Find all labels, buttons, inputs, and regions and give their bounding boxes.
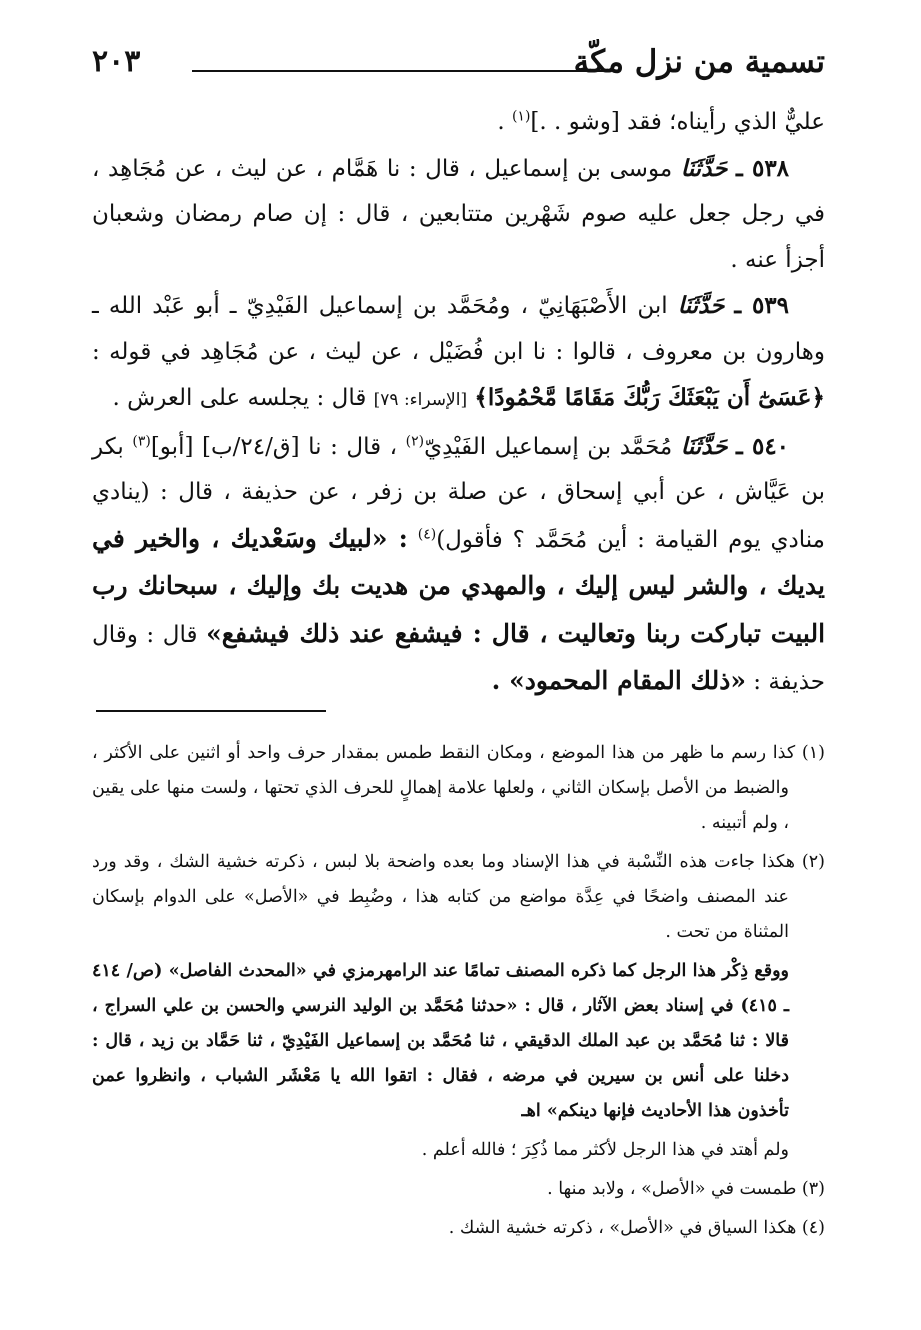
hadith-540-text-a: مُحَمَّد بن إسماعيل الفَيْدِيّ <box>424 433 673 460</box>
hadith-540-text-c: بكر بن عَيَّاش ، عن أبي إسحاق ، عن صلة بن زفر ، عن حذيفة ، قال : (ينادي منادي يوم القيامة : أين مُحَمَّد ؟ فأقول) <box>92 433 825 553</box>
footnote-3: (٣) طمست في «الأصل» ، ولابد منها . <box>547 1179 825 1199</box>
page-number: ٢٠٣ <box>92 44 141 79</box>
quran-verse: ﴿عَسَىٰٓ أَن يَبْعَثَكَ رَبُّكَ مَقَامًا مَّحْمُودًا﴾ <box>474 384 825 411</box>
footnote-2-paragraph-2: ووقع ذِكْر هذا الرجل كما ذكره المصنف تمامًا عند الرامهرمزي في «المحدث الفاصل» (ص/ ٤١٤ ـ ٤١٥) في إسناد بعض الآثار ، قال : «حدثنا مُحَمَّد بن الوليد النرسي والحسن بن علي السراج ، قالا : ثنا مُحَمَّد بن عبد الملك الدقيقي ، ثنا مُحَمَّد بن إسماعيل الفَيْدِيّ ، ثنا حَمَّاد بن زيد ، قال : دخلنا على أنس بن سيرين في مرضه ، فقال : اتقوا الله يا مَعْشَر الشباب ، وانظروا عمن تأخذون هذا الأحاديث فإنها دينكم» اهـ <box>92 961 789 1121</box>
footnote-1: (١) كذا رسم ما ظهر من هذا الموضع ، ومكان النقط طمس بمقدار حرف واحد أو اثنين على الأكثر ، والضبط من الأصل بإسكان الثاني ، ولعلها علامة إهمالٍ للحرف الذي تحتها ، ولست منها على يقين ، ولم أتبينه . <box>92 743 825 833</box>
running-title: تسمية من نزل مكّة <box>573 44 825 80</box>
footnote-2-paragraph-3: ولم أهتد في هذا الرجل لأكثر مما ذُكِرَ ؛ فالله أعلم . <box>421 1140 789 1160</box>
continuation-text: عليٌّ الذي رأيناه؛ فقد [وشو . .] <box>530 109 825 135</box>
footnotes <box>92 736 825 1250</box>
footnote-4: (٤) هكذا السياق في «الأصل» ، ذكرته خشية الشك . <box>448 1218 825 1238</box>
hadith-539-haddathana: حَدَّثَنَا <box>677 292 725 319</box>
header-rule <box>192 70 605 72</box>
footnote-2: (٢) هكذا جاءت هذه النِّسْبة في هذا الإسناد وما بعده واضحة بلا لبس ، ذكرته خشية الشك ، وقد ورد عند المصنف واضحًا في عِدَّة مواضع من كتابه هذا ، وضُبِط في «الأصل» على الدوام بإسكان المثناة من تحت . <box>92 852 825 942</box>
continuation-line: عليٌّ الذي رأيناه؛ فقد [وشو . .]$^{(١)}$ . <box>497 108 825 135</box>
hadith-540-haddathana: حَدَّثَنَا <box>680 432 728 460</box>
hadith-539-text: ابن الأَصْبَهَانِيّ ، ومُحَمَّد بن إسماعيل الفَيْدِيّ ـ أبو عَبْد الله ـ وهارون بن معروف ، قالوا : نا ابن فُضَيْل ، عن ليث ، عن مُجَاهِد في قوله : <box>92 293 825 365</box>
footnote-ref-4: (٤) <box>417 525 437 542</box>
footnote-separator <box>96 710 326 712</box>
talbiya-quote: : «لبيك وسَعْديك ، والخير في يديك ، والشر ليس إليك ، والمهدي من هديت بك وإليك ، سبحانك رب البيت تباركت ربنا وتعاليت ، قال : فيشفع عند ذلك فيشفع» <box>92 523 826 648</box>
footnote-ref-2: (٢) <box>405 432 425 449</box>
hadith-540-text-d: قال : وقال حذيفة : <box>92 621 825 695</box>
footnote-ref-1: (١) <box>511 108 531 125</box>
hadith-539 <box>92 283 825 424</box>
hadith-538 <box>92 146 825 284</box>
page-header <box>92 44 825 92</box>
hadith-540 <box>92 424 825 706</box>
hadith-539-text-2: قال : يجلسه على العرش . <box>112 385 367 411</box>
hadith-538-text: موسى بن إسماعيل ، قال : نا هَمَّام ، عن ليث ، عن مُجَاهِد ، في رجل جعل عليه صوم شَهْرين متتابعين ، قال : إن صام رمضان وشعبان أجزأ عنه . <box>92 155 825 273</box>
hadith-540-number: ٥٤٠ ـ <box>735 432 790 460</box>
maqam-quote: «ذلك المقام المحمود» . <box>491 666 746 695</box>
hadith-538-haddathana: حَدَّثَنَا <box>680 154 728 182</box>
hadith-540-text-b: ، قال : نا [ق/٢٤/ب] [أبو] <box>150 433 398 460</box>
footnote-ref-3: (٣) <box>132 432 151 449</box>
hadith-538-number: ٥٣٨ ـ <box>735 154 790 182</box>
main-text <box>92 100 825 706</box>
verse-reference: [الإسراء: ٧٩] <box>373 390 468 410</box>
hadith-539-number: ٥٣٩ ـ <box>734 292 789 319</box>
